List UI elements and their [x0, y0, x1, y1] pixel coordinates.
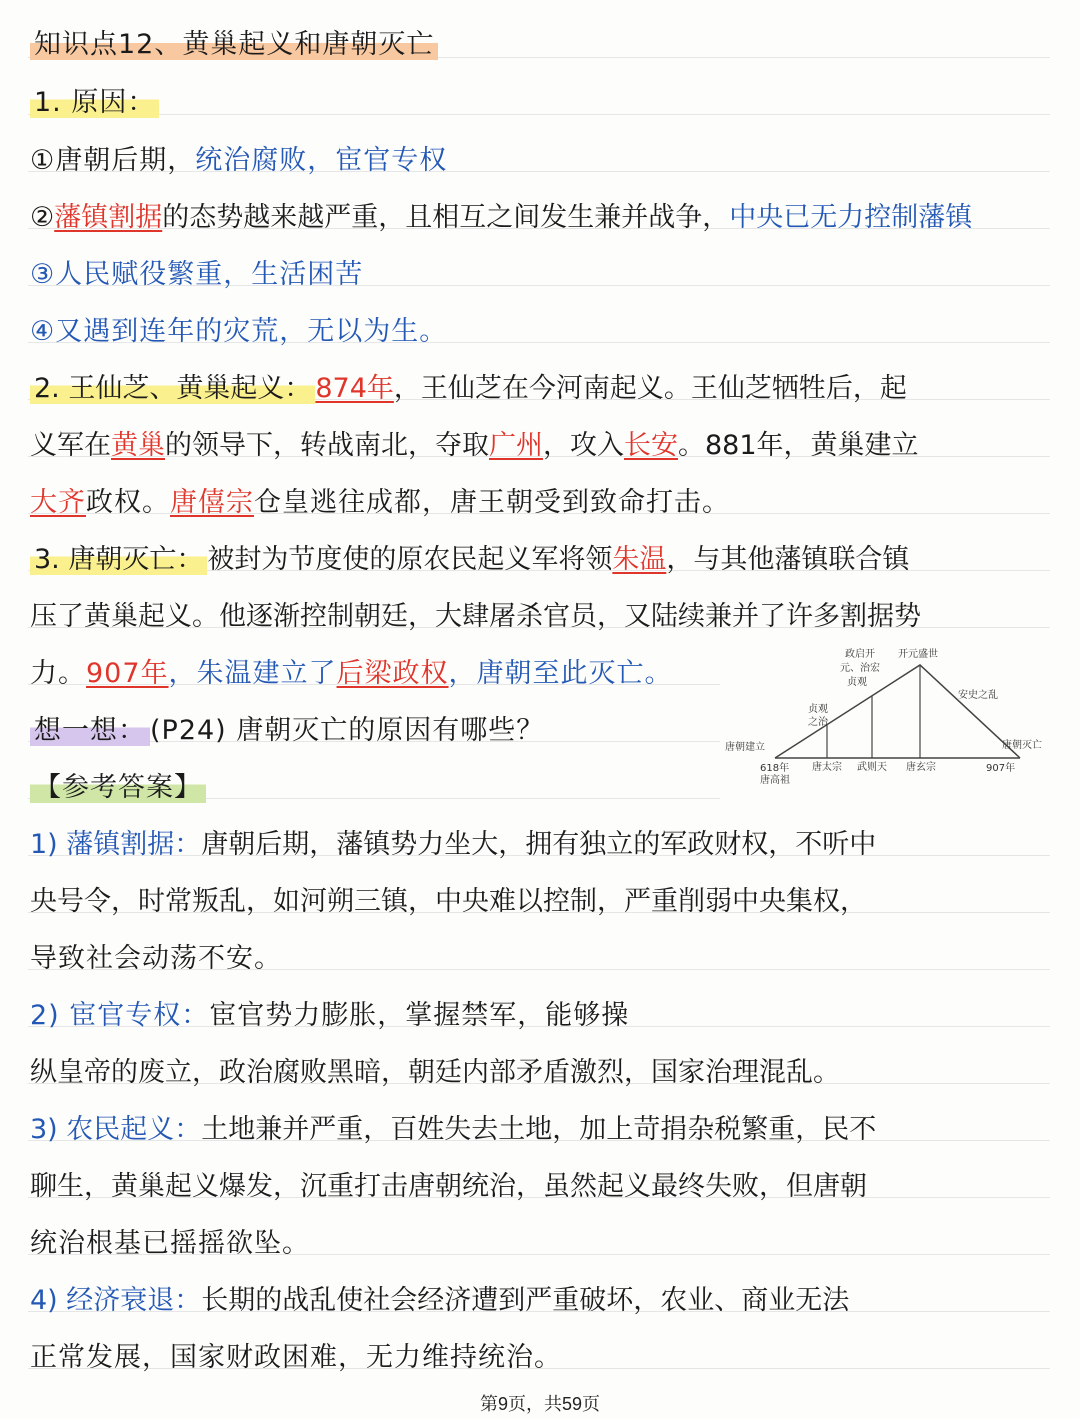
text: 政权。 — [86, 487, 170, 518]
place-changan: 长安 — [624, 430, 678, 461]
cause-3 — [30, 252, 1050, 291]
cause-4-text: ④又遇到连年的灾荒，无以为生。 — [30, 316, 448, 347]
cause-1 — [30, 138, 1050, 177]
ref-answer-label: 【参考答案】 — [30, 772, 206, 803]
cause-4 — [30, 309, 1050, 348]
answer-1-line3 — [30, 936, 1050, 975]
text: 土地兼并严重，百姓失去土地，加上苛捐杂税繁重，民不 — [201, 1114, 877, 1145]
text: 正常发展，国家财政困难，无力维持统治。 — [30, 1342, 562, 1373]
tang-timeline-diagram — [720, 640, 1060, 790]
title-line — [30, 22, 1050, 61]
text: 压了黄巢起义。他逐渐控制朝廷，大肆屠杀官员，又陆续兼并了许多割据势 — [30, 601, 921, 632]
emperor-xizong: 唐僖宗 — [170, 487, 254, 518]
text: 被封为节度使的原农民起义军将领 — [207, 544, 613, 575]
text: ，朱温建立了 — [168, 658, 337, 689]
cause-2-text: 的态势越来越严重，且相互之间发生兼并战争， — [162, 202, 730, 233]
page-title: 知识点12、黄巢起义和唐朝灭亡 — [30, 29, 438, 60]
label-kaiyuan: 开元盛世 — [898, 649, 938, 660]
answer-1-line1 — [30, 822, 1050, 861]
answer-3-line3 — [30, 1221, 1050, 1260]
year-874: 874年 — [315, 373, 394, 404]
answer-4-line2 — [30, 1335, 1050, 1374]
ref-answer-line — [30, 765, 720, 804]
cause-2-blue: 中央已无力控制藩镇 — [729, 202, 973, 233]
text: 长期的战乱使社会经济遭到严重破坏，农业、商业无法 — [201, 1285, 850, 1316]
section1-heading-line — [30, 80, 1050, 119]
page-number: 第9页，共59页 — [479, 1394, 601, 1414]
text: 纵皇帝的废立，政治腐败黑暗，朝廷内部矛盾激烈，国家治理混乱。 — [30, 1057, 840, 1088]
answer-3-line1 — [30, 1107, 1050, 1146]
section2-line1 — [30, 366, 1050, 405]
label-zhengqi-2: 元、治宏 — [840, 663, 880, 674]
answer-4-label: 4) 经济衰退： — [30, 1285, 202, 1316]
name-huangchao: 黄巢 — [111, 430, 165, 461]
think-question: (P24) 唐朝灭亡的原因有哪些？ — [150, 715, 545, 746]
answer-1-line2 — [30, 879, 1050, 918]
section2-text1: ，王仙芝在今河南起义。王仙芝牺牲后，起 — [393, 373, 907, 404]
text: 仓皇逃往成都，唐王朝受到致命打击。 — [254, 487, 730, 518]
text: 的领导下，转战南北，夺取 — [165, 430, 489, 461]
label-zhengqi-1: 政启开 — [845, 649, 875, 660]
label-wuzetian: 武则天 — [857, 762, 887, 773]
section3-line1 — [30, 537, 1050, 576]
text: 聊生，黄巢起义爆发，沉重打击唐朝统治，虽然起义最终失败，但唐朝 — [30, 1171, 867, 1202]
text: 宦官势力膨胀，掌握禁军，能够操 — [209, 1000, 630, 1031]
answer-3-label: 3) 农民起义： — [30, 1114, 202, 1145]
text: 导致社会动荡不安。 — [30, 943, 282, 974]
label-zhenguan-2: 之治 — [808, 717, 828, 728]
text: 央号令，时常叛乱，如河朔三镇，中央难以控制，严重削弱中央集权， — [30, 886, 867, 917]
cause-3-text: ③人民赋役繁重，生活困苦 — [30, 259, 364, 290]
year-907: 907年 — [86, 658, 169, 689]
label-618: 618年 — [760, 763, 790, 774]
answer-2-label: 2) 宦官专权： — [30, 1000, 210, 1031]
answer-1-label: 1) 藩镇割据： — [30, 829, 202, 860]
text: ，攻入 — [543, 430, 624, 461]
answer-2-line2 — [30, 1050, 1050, 1089]
label-anshi: 安史之乱 — [958, 690, 998, 701]
think-line — [30, 708, 720, 747]
text: 义军在 — [30, 430, 111, 461]
answer-3-line2 — [30, 1164, 1050, 1203]
text: ，与其他藩镇联合镇 — [666, 544, 910, 575]
label-907: 907年 — [986, 763, 1016, 774]
cause-1-blue: 统治腐败，宦官专权 — [195, 145, 448, 176]
cause-2-num: ② — [30, 202, 55, 233]
regime-houliang: 后梁政权 — [336, 658, 449, 689]
regime-daqi: 大齐 — [30, 487, 86, 518]
section3-line3 — [30, 651, 720, 690]
text: 统治根基已摇摇欲坠。 — [30, 1228, 310, 1259]
label-start: 唐朝建立 — [725, 742, 765, 753]
name-zhuwen: 朱温 — [612, 544, 667, 575]
section2-line2 — [30, 423, 1050, 462]
place-guangzhou: 广州 — [489, 430, 543, 461]
cause-1-text: ①唐朝后期， — [30, 145, 196, 176]
text: 唐朝后期，藩镇势力坐大，拥有独立的军政财权，不听中 — [201, 829, 877, 860]
text: ，唐朝至此灭亡。 — [448, 658, 673, 689]
section2-heading: 2. 王仙芝、黄巢起义： — [30, 373, 315, 404]
text: 。881年，黄巢建立 — [678, 430, 919, 461]
label-zhenguan-1: 贞观 — [808, 704, 828, 715]
label-zhengqi-3: 贞观 — [847, 677, 867, 688]
section1-heading: 1. 原因： — [30, 87, 159, 118]
label-gaozu: 唐高祖 — [760, 775, 790, 786]
cause-2 — [30, 195, 1050, 234]
think-label: 想一想： — [30, 715, 150, 746]
answer-2-line1 — [30, 993, 1050, 1032]
label-taizong: 唐太宗 — [812, 762, 842, 773]
label-xuanzong: 唐玄宗 — [906, 762, 936, 773]
text: 力。 — [30, 658, 86, 689]
label-end: 唐朝灭亡 — [1002, 740, 1042, 751]
cause-2-red: 藩镇割据 — [54, 202, 163, 233]
section3-heading: 3. 唐朝灭亡： — [30, 544, 207, 575]
section2-line3 — [30, 480, 1050, 519]
section3-line2 — [30, 594, 1050, 633]
answer-4-line1 — [30, 1278, 1050, 1317]
